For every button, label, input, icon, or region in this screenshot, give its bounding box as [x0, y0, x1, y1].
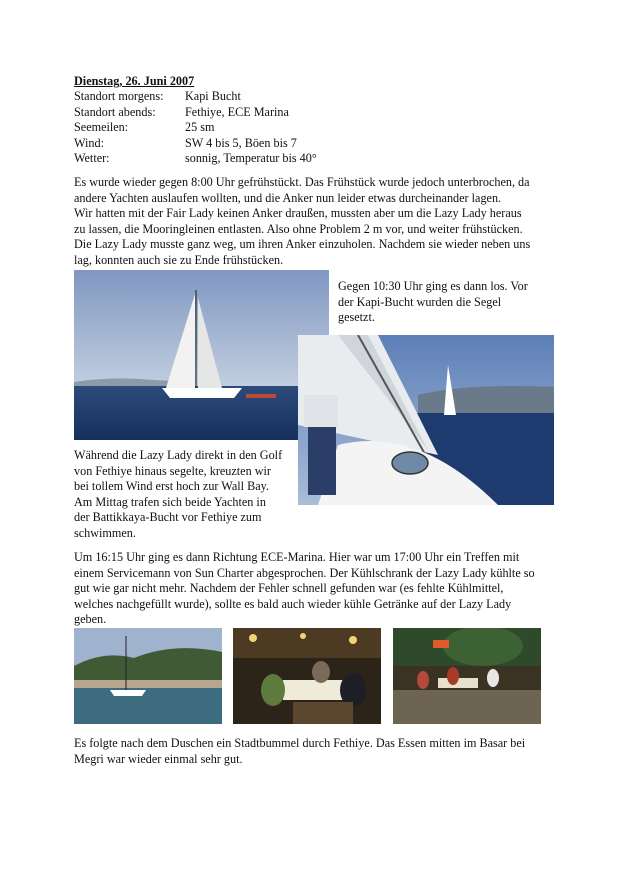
- text-line: von Fethiye hinaus segelte, kreuzten wir: [74, 463, 271, 478]
- text-line: Es folgte nach dem Duschen ein Stadtbummel durch Fethiye. Das Essen mitten im Basar bei: [74, 736, 526, 750]
- text-line: Es wurde wieder gegen 8:00 Uhr gefrühstückt. Das Frühstück wurde jedoch unterbrochen, da: [74, 175, 530, 189]
- text-line: zu lassen, die Mooringleinen entlasten. Also ohne Problem 2 m vor, und weiter frühstücken.: [74, 221, 523, 236]
- paragraph-breakfast: [74, 175, 530, 269]
- text-line: der Battikkaya-Bucht vor Fethiye zum: [74, 510, 262, 525]
- text-line: einem Servicemann von Sun Charter abgesprochen. Der Kühlschrank der Lazy Lady kühlte so: [74, 565, 535, 580]
- info-value: 25 sm: [185, 120, 215, 135]
- text-line: lag, konnten auch sie zu Ende frühstücken.: [74, 252, 284, 267]
- paragraph-evening: [74, 736, 525, 767]
- deck-photo: [298, 335, 554, 505]
- info-value: SW 4 bis 5, Böen bis 7: [185, 135, 297, 150]
- text-line: gut wie gar nicht mehr. Nachdem der Fehler schnell gefunden war (es fehlte Kühlmittel,: [74, 581, 504, 596]
- info-row: [74, 151, 317, 167]
- info-value: Fethiye, ECE Marina: [185, 104, 289, 119]
- text-line: Wir hatten mit der Fair Lady keinen Anker draußen, mussten aber um die Lazy Lady heraus: [74, 206, 522, 221]
- info-label: Wetter:: [74, 151, 110, 166]
- info-row: [74, 136, 317, 152]
- text-line: Megri war wieder einmal sehr gut.: [74, 751, 243, 766]
- text-line: der Kapi-Bucht wurden die Segel: [338, 294, 502, 309]
- text-line: geben.: [74, 612, 107, 627]
- info-row: [74, 120, 317, 136]
- harbor-photo: [74, 628, 222, 724]
- info-label: Seemeilen:: [74, 120, 129, 135]
- info-label: Standort abends:: [74, 104, 156, 119]
- text-line: Am Mittag trafen sich beide Yachten in: [74, 494, 266, 509]
- paragraph-wallbay: [74, 448, 282, 542]
- text-line: gesetzt.: [338, 310, 375, 325]
- info-value: Kapi Bucht: [185, 89, 241, 103]
- text-line: Gegen 10:30 Uhr ging es dann los. Vor: [338, 279, 528, 293]
- bazaar-photo: [393, 628, 541, 724]
- info-value: sonnig, Temperatur bis 40°: [185, 151, 317, 166]
- info-label: Wind:: [74, 135, 104, 150]
- text-line: schwimmen.: [74, 525, 136, 540]
- dinner-photo: [233, 628, 381, 724]
- text-line: welches nachgefüllt wurde), sollte es bald auch wieder kühle Getränke auf der Lazy Lady: [74, 596, 512, 611]
- paragraph-marina: [74, 550, 535, 628]
- info-row: [74, 105, 317, 121]
- trip-info-table: [74, 89, 317, 167]
- text-line: andere Yachten auslaufen wollten, und die Anker nun leider etwas durcheinander lagen.: [74, 190, 502, 205]
- day-title: Dienstag, 26. Juni 2007: [74, 74, 195, 88]
- info-label: Standort morgens:: [74, 89, 164, 103]
- text-line: bei tollem Wind erst hoch zur Wall Bay.: [74, 479, 269, 494]
- text-line: Um 16:15 Uhr ging es dann Richtung ECE-Marina. Hier war um 17:00 Uhr ein Treffen mit: [74, 550, 520, 564]
- text-line: Die Lazy Lady musste ganz weg, um ihren Anker einzuholen. Nachdem sie wieder neben uns: [74, 237, 531, 252]
- text-line: Während die Lazy Lady direkt in den Golf: [74, 448, 283, 462]
- sailboat-photo: [74, 270, 329, 440]
- info-row: [74, 89, 317, 105]
- paragraph-departure: [338, 279, 528, 326]
